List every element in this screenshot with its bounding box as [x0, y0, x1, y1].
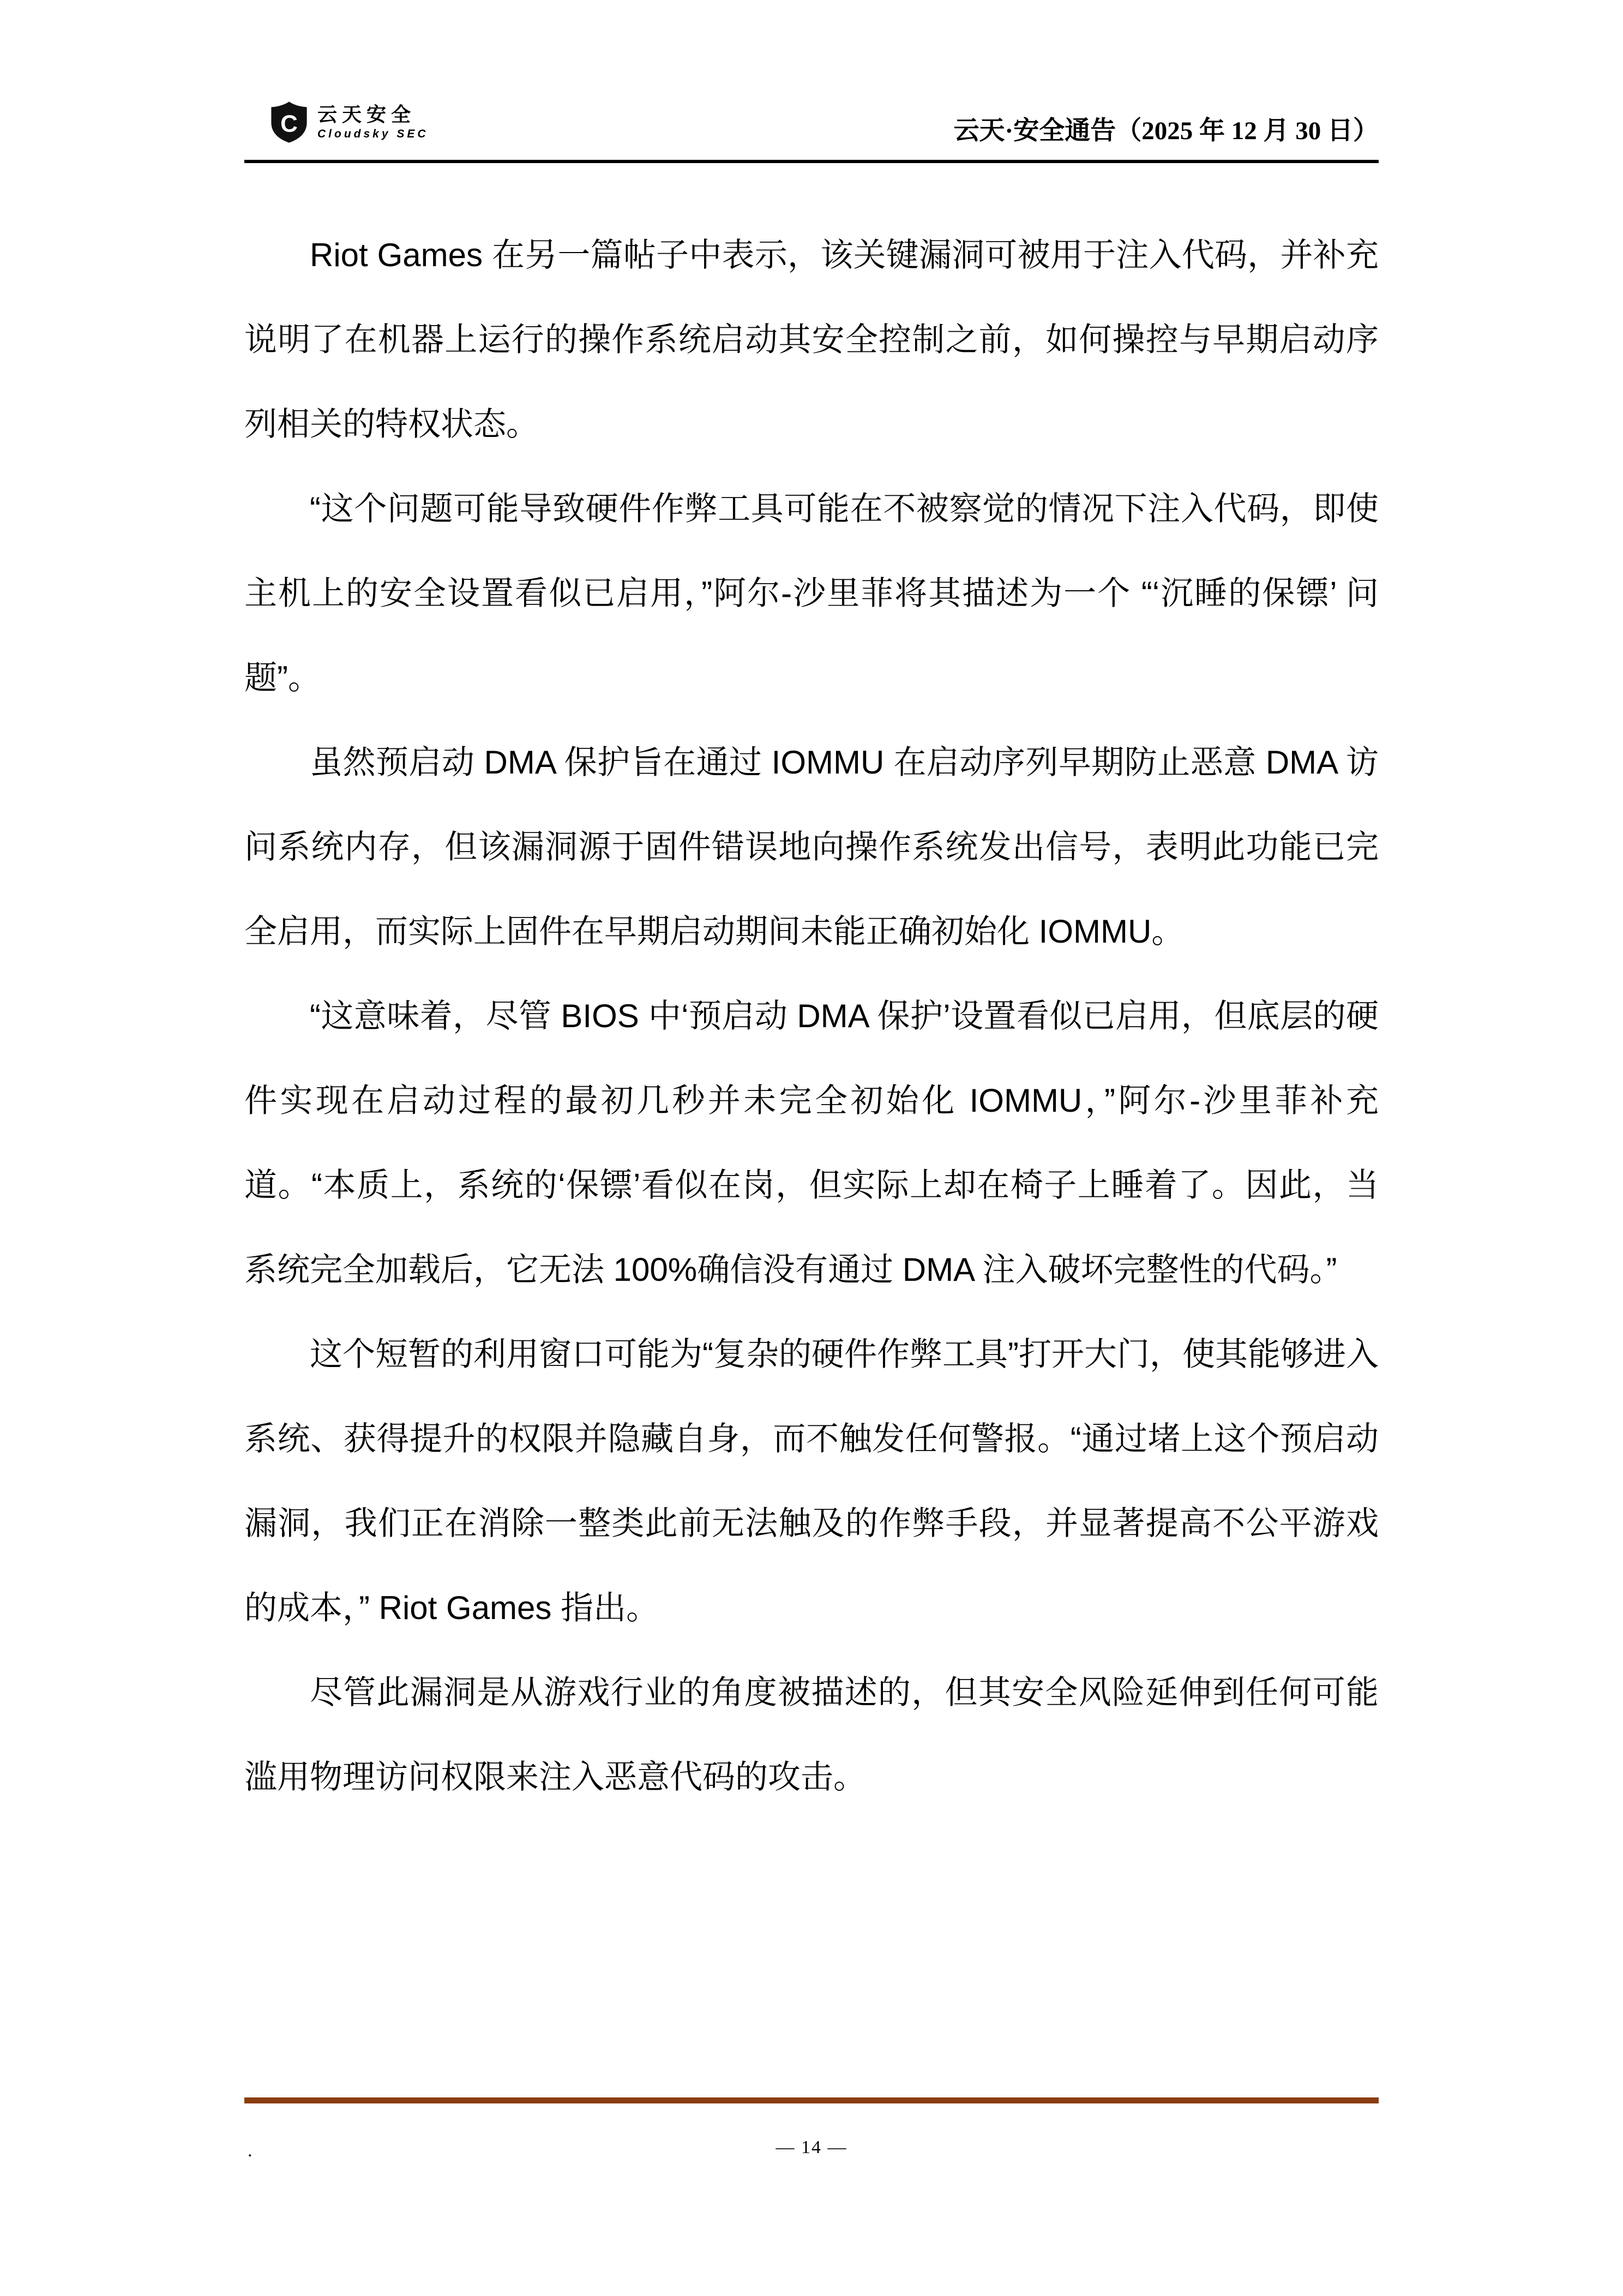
page-footer	[244, 2137, 1379, 2170]
document-body	[244, 213, 1379, 1819]
page-number: — 14 —	[776, 2137, 847, 2157]
brand-name-cn: 云天安全	[317, 103, 416, 126]
company-logo	[269, 101, 429, 143]
paragraph: “这意味着，尽管 BIOS 中‘预启动 DMA 保护’设置看似已启用，但底层的硬件实现在启动过程的最初几秒并未完全初始化 IOMMU，”阿尔-沙里菲补充道。“本质上，系统的‘保镖’看似在岗，但实际上却在椅子上睡着了。因此，当系统完全加载后，它无法 100%确信没有通过 DMA 注入破坏完整性的代码。”	[244, 998, 1379, 1288]
footer-divider-bar	[244, 2097, 1379, 2103]
paragraph: 这个短暂的利用窗口可能为“复杂的硬件作弊工具”打开大门，使其能够进入系统、获得提升的权限并隐藏自身，而不触发任何警报。“通过堵上这个预启动漏洞，我们正在消除一整类此前无法触及的作弊手段，并显著提高不公平游戏的成本，” Riot Games 指出。	[244, 1336, 1379, 1626]
paragraph: Riot Games 在另一篇帖子中表示，该关键漏洞可被用于注入代码，并补充说明了在机器上运行的操作系统启动其安全控制之前，如何操控与早期启动序列相关的特权状态。	[244, 237, 1379, 442]
shield-logo-icon	[269, 101, 309, 143]
page-title: 云天·安全通告（2025 年 12 月 30 日）	[953, 117, 1379, 145]
paragraph: 虽然预启动 DMA 保护旨在通过 IOMMU 在启动序列早期防止恶意 DMA 访问系统内存，但该漏洞源于固件错误地向操作系统发出信号，表明此功能已完全启用，而实际上固件在早期启动期间未能正确初始化 IOMMU。	[244, 744, 1379, 950]
svg-text:C: C	[280, 110, 298, 137]
footer-left-mark: .	[248, 2141, 253, 2161]
page-header	[244, 0, 1379, 163]
logo-text	[317, 104, 429, 141]
paragraph: “这个问题可能导致硬件作弊工具可能在不被察觉的情况下注入代码，即使主机上的安全设置看似已启用，”阿尔-沙里菲将其描述为一个 “‘沉睡的保镖’ 问题”。	[244, 490, 1379, 696]
brand-name-en: Cloudsky SEC	[317, 127, 429, 140]
paragraph: 尽管此漏洞是从游戏行业的角度被描述的，但其安全风险延伸到任何可能滥用物理访问权限来注入恶意代码的攻击。	[244, 1674, 1379, 1795]
